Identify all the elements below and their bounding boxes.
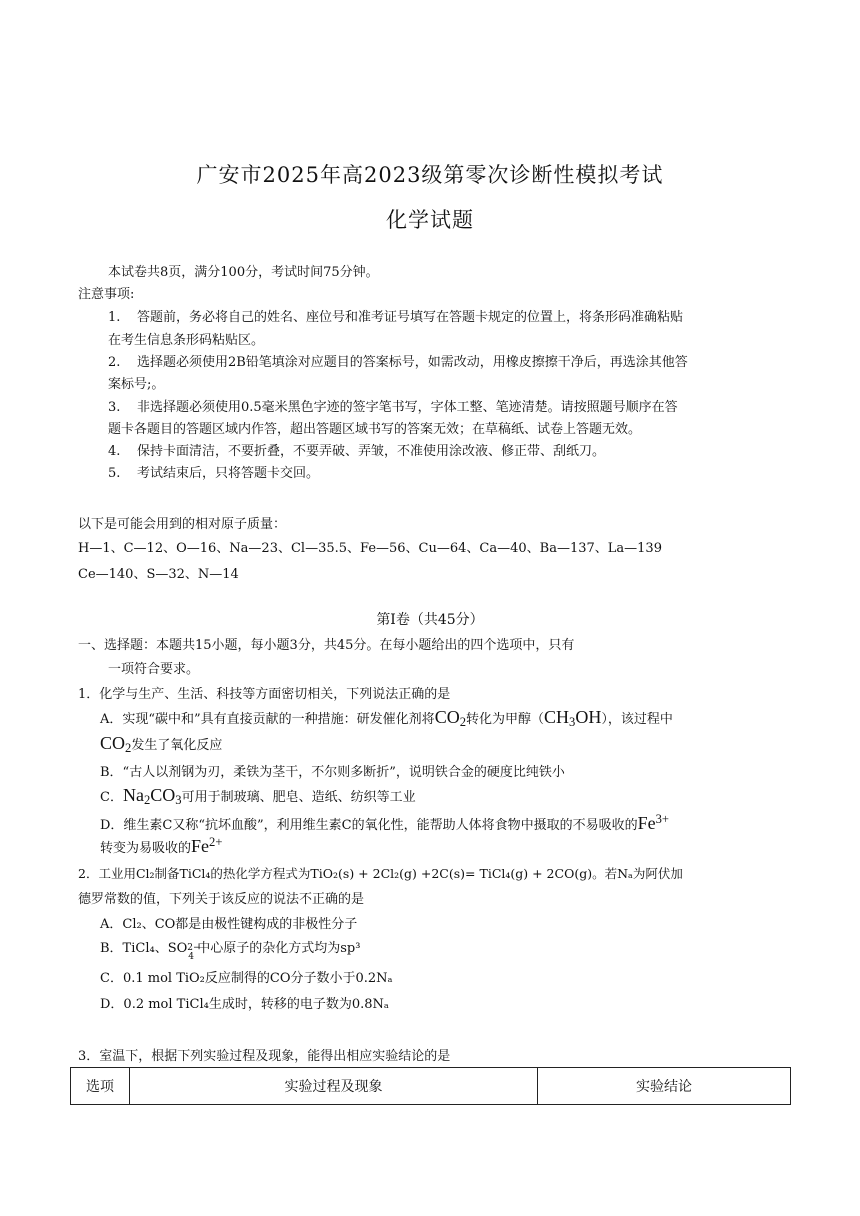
question-2-stem: 2．工业用Cl₂制备TiCl₄的热化学方程式为TiO₂(s) + 2Cl₂(g) +2C(s)= TiCl₄(g) + 2CO(g)。若Nₐ为阿伏加	[78, 866, 683, 881]
question-3-table	[70, 1067, 791, 1105]
page-subtitle: 化学试题	[386, 208, 474, 232]
notice-item-cont: 题卡各题目的答题区域内作答，超出答题区域书写的答案无效；在草稿纸、试卷上答题无效。	[108, 422, 642, 437]
formula-na2co3: $Na_2CO_3$	[122, 785, 182, 807]
question-2-option-a: A．Cl₂、CO都是由极性键构成的非极性分子	[100, 917, 358, 932]
notice-item-cont: 在考生信息条形码粘贴区。	[108, 333, 265, 348]
formula-sulfate-charge: 2− 4	[187, 942, 201, 962]
question-1-stem: 1．化学与生产、生活、科技等方面密切相关，下列说法正确的是	[78, 687, 451, 702]
section-title: 第Ⅰ卷（共45分）	[376, 612, 484, 628]
question-1-option-b: B．“古人以剂钢为刃，柔铁为茎干，不尔则多断折”，说明铁合金的硬度比纯铁小	[100, 765, 565, 780]
question-1-option-a: A．实现“碳中和”具有直接贡献的一种措施：研发催化剂将$CO_2$转化为甲醇$(CH_3OH)$，该过程中	[100, 707, 673, 729]
formula-fe3plus: $Fe^{3+}$	[637, 812, 670, 833]
question-1-option-d-cont: 转变为易吸收的$Fe^{2+}$	[100, 835, 223, 856]
formula-ch3oh: $CH_3OH$	[544, 707, 602, 729]
question-1-option-a-cont: $CO_2$发生了氧化反应	[100, 733, 223, 755]
question-2-option-b: B．TiCl₄、SO 2− 4 中心原子的杂化方式均为sp³	[100, 941, 361, 962]
section-instruction-cont: 一项符合要求。	[108, 662, 200, 677]
formula-fe2plus: $Fe^{2+}$	[191, 835, 223, 856]
formula-co2: $CO_2$	[100, 733, 132, 755]
atomic-mass-list-cont: Ce—140、S—32、N—14	[78, 567, 239, 582]
page-title: 广安市2025年高2023级第零次诊断性模拟考试	[196, 163, 664, 187]
notice-item-cont: 案标号;。	[108, 377, 165, 392]
table-header-conclusion: 实验结论	[538, 1068, 791, 1105]
question-2-stem-cont: 德罗常数的值，下列关于该反应的说法不正确的是	[78, 892, 365, 907]
exam-intro: 本试卷共8页，满分100分，考试时间75分钟。	[108, 265, 379, 280]
notice-item: 5. 考试结束后，只将答题卡交回。	[108, 466, 319, 481]
notice-item: 3. 非选择题必须使用0.5毫米黑色字迹的签字笔书写，字体工整、笔迹清楚。请按照题号顺序在答	[108, 400, 678, 415]
question-2-option-d: D．0.2 mol TiCl₄生成时，转移的电子数为0.8Nₐ	[100, 997, 389, 1012]
section-instruction: 一、选择题：本题共15小题，每小题3分，共45分。在每小题给出的四个选项中，只有	[78, 638, 575, 653]
table-header-row	[71, 1068, 791, 1105]
question-3-stem: 3．室温下，根据下列实验过程及现象，能得出相应实验结论的是	[78, 1049, 451, 1064]
table-header-option: 选项	[71, 1068, 130, 1105]
question-1-option-d: D．维生素C又称“抗坏血酸”，利用维生素C的氧化性，能帮助人体将食物中摄取的不易吸收的$Fe^{3+}$	[100, 812, 670, 833]
question-2-option-c: C．0.1 mol TiO₂反应制得的CO分子数小于0.2Nₐ	[100, 971, 393, 986]
notice-item: 2. 选择题必须使用2B铅笔填涂对应题目的答案标号，如需改动，用橡皮擦擦干净后，再选涂其他答	[108, 355, 688, 370]
table-header-process: 实验过程及现象	[130, 1068, 538, 1105]
atomic-mass-heading: 以下是可能会用到的相对原子质量：	[78, 517, 287, 532]
notice-heading: 注意事项:	[78, 287, 135, 302]
atomic-mass-list: H—1、C—12、O—16、Na—23、Cl—35.5、Fe—56、Cu—64、Ca—40、Ba—137、La—139	[78, 541, 662, 556]
formula-co2: $CO_2$	[434, 707, 466, 729]
notice-item: 1. 答题前，务必将自己的姓名、座位号和准考证号填写在答题卡规定的位置上，将条形码准确粘贴	[108, 310, 683, 325]
question-1-option-c: C．$Na_2CO_3$可用于制玻璃、肥皂、造纸、纺织等工业	[100, 785, 416, 807]
notice-item: 4. 保持卡面清洁，不要折叠，不要弄破、弄皱，不准使用涂改液、修正带、刮纸刀。	[108, 444, 605, 459]
